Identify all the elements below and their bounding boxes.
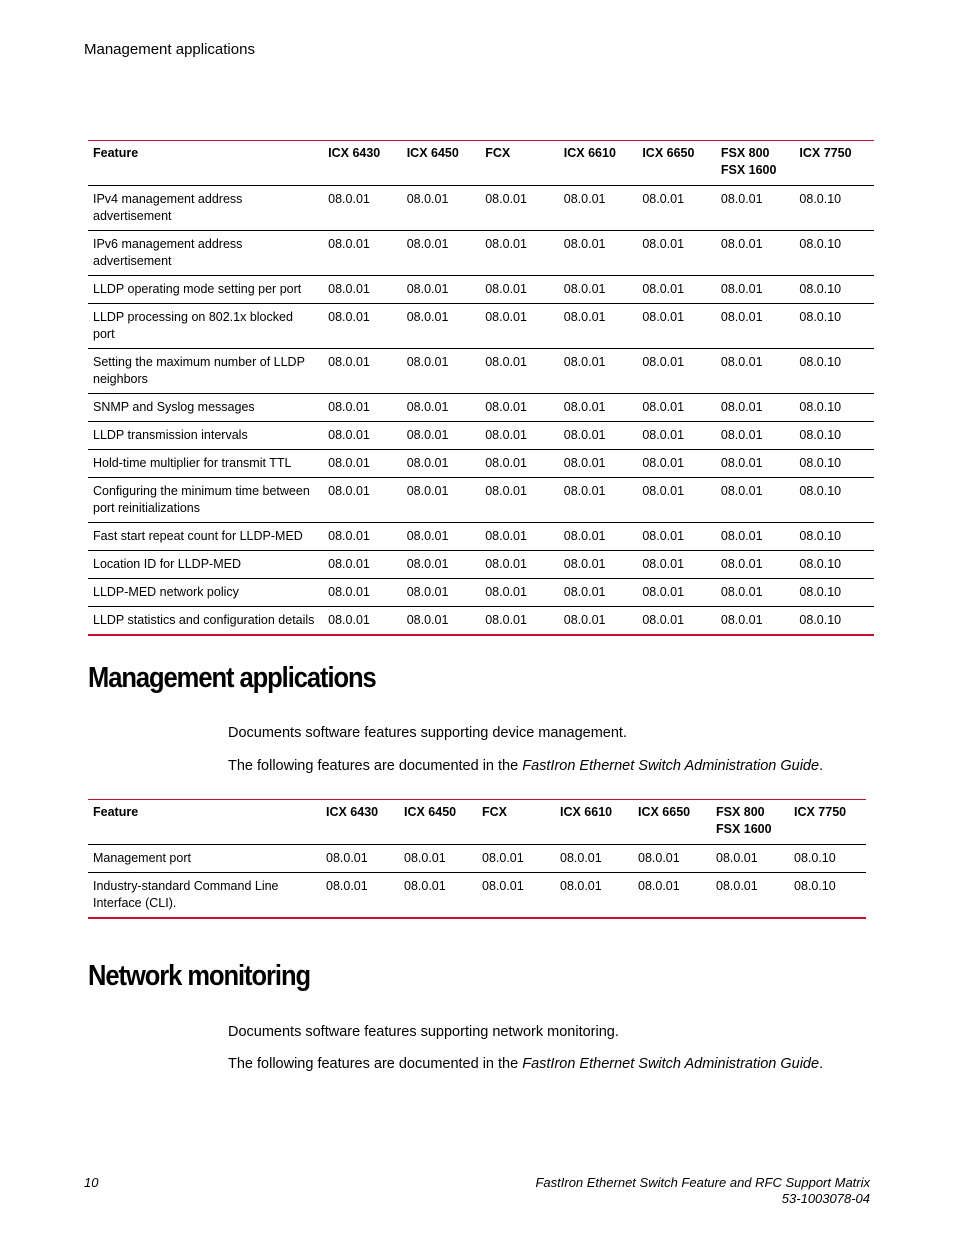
release-version-cell: 08.0.01: [716, 879, 758, 893]
release-version-cell: 08.0.01: [328, 557, 370, 571]
release-version-cell: 08.0.01: [482, 851, 524, 865]
column-header-platform: FCX: [477, 800, 555, 845]
release-version-cell: 08.0.01: [406, 428, 449, 442]
table-body: [88, 186, 874, 636]
table-row: [88, 845, 866, 873]
column-header-platform: ICX 6650: [637, 141, 716, 186]
release-version-cell: 08.0.01: [485, 456, 527, 470]
feature-name-cell: Fast start repeat count for LLDP-MED: [93, 529, 303, 543]
release-version-cell: 08.0.01: [720, 355, 763, 369]
release-version-cell: 08.0.01: [563, 237, 606, 251]
release-version-cell: 08.0.01: [642, 529, 685, 543]
table-row: [88, 450, 874, 478]
release-version-cell: 08.0.01: [406, 585, 449, 599]
release-version-cell: 08.0.01: [485, 428, 527, 442]
release-version-cell: 08.0.01: [485, 557, 527, 571]
release-version-cell: 08.0.01: [328, 310, 370, 324]
release-version-cell: 08.0.01: [328, 456, 370, 470]
release-version-cell: 08.0.01: [485, 484, 527, 498]
table-row: [88, 422, 874, 450]
table-row: [88, 478, 874, 523]
release-version-cell: 08.0.01: [563, 456, 606, 470]
doc-ref-suffix: .: [819, 758, 824, 774]
release-version-cell: 08.0.01: [560, 879, 602, 893]
release-version-cell: 08.0.01: [485, 613, 527, 627]
footer-doc-info: [535, 1175, 870, 1207]
doc-ref-title: FastIron Ethernet Switch Administration Guide: [522, 758, 820, 774]
feature-name-cell: Configuring the minimum time between port reinitializations: [93, 484, 310, 515]
release-version-cell: 08.0.01: [720, 428, 763, 442]
feature-name-cell: IPv4 management address advertisement: [93, 192, 243, 223]
release-version-cell: 08.0.01: [328, 484, 370, 498]
column-header-platform: ICX 6610: [555, 800, 633, 845]
release-version-cell: 08.0.01: [563, 428, 606, 442]
doc-ref-title: FastIron Ethernet Switch Administration Guide: [522, 1056, 820, 1072]
table-row: [88, 349, 874, 394]
column-header-platform: ICX 7750: [789, 800, 866, 845]
release-version-cell: 08.0.10: [794, 879, 836, 893]
release-version-cell: 08.0.01: [328, 282, 370, 296]
table-header-row: [88, 141, 874, 186]
release-version-cell: 08.0.01: [642, 585, 685, 599]
release-version-cell: 08.0.01: [642, 192, 685, 206]
release-version-cell: 08.0.01: [328, 400, 370, 414]
feature-support-table-management: [88, 799, 866, 919]
release-version-cell: 08.0.01: [563, 484, 606, 498]
release-version-cell: 08.0.01: [406, 557, 449, 571]
release-version-cell: 08.0.01: [638, 851, 680, 865]
column-header-feature: Feature: [88, 800, 321, 845]
footer-doc-title: FastIron Ethernet Switch Feature and RFC Support Matrix: [535, 1175, 870, 1190]
release-version-cell: 08.0.01: [642, 237, 685, 251]
section-title-management-applications: Management applications: [88, 662, 376, 694]
column-header-platform: ICX 6450: [399, 800, 477, 845]
release-version-cell: 08.0.01: [485, 585, 527, 599]
release-version-cell: 08.0.01: [720, 613, 763, 627]
table-row: [88, 186, 874, 231]
release-version-cell: 08.0.01: [720, 237, 763, 251]
feature-name-cell: LLDP operating mode setting per port: [93, 282, 302, 296]
feature-support-table-lldp: [88, 140, 874, 636]
table-body: [88, 845, 866, 919]
release-version-cell: 08.0.01: [328, 355, 370, 369]
release-version-cell: 08.0.10: [799, 456, 842, 470]
column-header-platform: ICX 7750: [794, 141, 874, 186]
release-version-cell: 08.0.01: [642, 456, 685, 470]
release-version-cell: 08.0.01: [720, 529, 763, 543]
release-version-cell: 08.0.01: [642, 557, 685, 571]
release-version-cell: 08.0.01: [328, 585, 370, 599]
release-version-cell: 08.0.01: [485, 529, 527, 543]
release-version-cell: 08.0.01: [642, 310, 685, 324]
release-version-cell: 08.0.01: [642, 355, 685, 369]
table-row: [88, 394, 874, 422]
feature-name-cell: Setting the maximum number of LLDP neighbors: [93, 355, 305, 386]
release-version-cell: 08.0.01: [406, 355, 449, 369]
release-version-cell: 08.0.01: [328, 237, 370, 251]
table-row: [88, 231, 874, 276]
release-version-cell: 08.0.01: [404, 879, 446, 893]
release-version-cell: 08.0.01: [720, 400, 763, 414]
release-version-cell: 08.0.01: [406, 237, 449, 251]
doc-reference: [228, 1056, 823, 1072]
release-version-cell: 08.0.10: [794, 851, 836, 865]
release-version-cell: 08.0.01: [328, 192, 370, 206]
release-version-cell: 08.0.10: [799, 282, 842, 296]
doc-ref-prefix: The following features are documented in the: [228, 758, 523, 774]
column-header-platform: FSX 800 FSX 1600: [716, 141, 795, 186]
release-version-cell: 08.0.01: [720, 192, 763, 206]
release-version-cell: 08.0.10: [799, 428, 842, 442]
column-header-platform: ICX 6430: [321, 800, 399, 845]
footer-doc-number: 53-1003078-04: [781, 1191, 870, 1206]
release-version-cell: 08.0.01: [485, 192, 527, 206]
feature-name-cell: LLDP processing on 802.1x blocked port: [93, 310, 293, 341]
release-version-cell: 08.0.01: [563, 355, 606, 369]
column-header-platform: FSX 800 FSX 1600: [711, 800, 789, 845]
release-version-cell: 08.0.01: [563, 400, 606, 414]
release-version-cell: 08.0.01: [482, 879, 524, 893]
release-version-cell: 08.0.01: [485, 282, 527, 296]
release-version-cell: 08.0.01: [328, 428, 370, 442]
release-version-cell: 08.0.01: [404, 851, 446, 865]
feature-name-cell: Industry-standard Command Line Interface (CLI).: [93, 879, 279, 910]
release-version-cell: 08.0.01: [406, 192, 449, 206]
release-version-cell: 08.0.01: [720, 282, 763, 296]
release-version-cell: 08.0.01: [326, 851, 368, 865]
release-version-cell: 08.0.01: [563, 282, 606, 296]
release-version-cell: 08.0.01: [406, 456, 449, 470]
release-version-cell: 08.0.01: [563, 557, 606, 571]
doc-ref-prefix: The following features are documented in the: [228, 1056, 523, 1072]
table-row: [88, 579, 874, 607]
release-version-cell: 08.0.01: [563, 192, 606, 206]
release-version-cell: 08.0.01: [720, 310, 763, 324]
column-header-platform: FCX: [480, 141, 559, 186]
feature-name-cell: Management port: [93, 851, 191, 865]
release-version-cell: 08.0.10: [799, 613, 842, 627]
release-version-cell: 08.0.01: [716, 851, 758, 865]
release-version-cell: 08.0.01: [485, 310, 527, 324]
release-version-cell: 08.0.10: [799, 484, 842, 498]
release-version-cell: 08.0.10: [799, 529, 842, 543]
section-title-network-monitoring: Network monitoring: [88, 960, 311, 992]
release-version-cell: 08.0.01: [563, 529, 606, 543]
release-version-cell: 08.0.01: [560, 851, 602, 865]
table-header-row: [88, 800, 866, 845]
release-version-cell: 08.0.01: [406, 310, 449, 324]
release-version-cell: 08.0.10: [799, 355, 842, 369]
release-version-cell: 08.0.01: [406, 613, 449, 627]
feature-name-cell: LLDP-MED network policy: [93, 585, 239, 599]
release-version-cell: 08.0.01: [720, 557, 763, 571]
feature-name-cell: Location ID for LLDP-MED: [93, 557, 241, 571]
column-header-platform: ICX 6610: [559, 141, 638, 186]
column-header-platform: ICX 6450: [402, 141, 481, 186]
release-version-cell: 08.0.01: [638, 879, 680, 893]
release-version-cell: 08.0.01: [563, 310, 606, 324]
feature-name-cell: IPv6 management address advertisement: [93, 237, 243, 268]
doc-ref-suffix: .: [819, 1056, 824, 1072]
feature-name-cell: LLDP transmission intervals: [93, 428, 248, 442]
release-version-cell: 08.0.10: [799, 400, 842, 414]
column-header-platform: ICX 6650: [633, 800, 711, 845]
release-version-cell: 08.0.01: [326, 879, 368, 893]
release-version-cell: 08.0.01: [642, 282, 685, 296]
release-version-cell: 08.0.10: [799, 192, 842, 206]
release-version-cell: 08.0.10: [799, 557, 842, 571]
running-header: Management applications: [84, 41, 255, 58]
release-version-cell: 08.0.01: [720, 484, 763, 498]
release-version-cell: 08.0.01: [642, 613, 685, 627]
release-version-cell: 08.0.01: [642, 484, 685, 498]
release-version-cell: 08.0.01: [328, 613, 370, 627]
release-version-cell: 08.0.01: [563, 585, 606, 599]
release-version-cell: 08.0.01: [642, 428, 685, 442]
release-version-cell: 08.0.01: [485, 400, 527, 414]
table-row: [88, 304, 874, 349]
table-row: [88, 873, 866, 919]
table-row: [88, 607, 874, 636]
release-version-cell: 08.0.10: [799, 237, 842, 251]
feature-name-cell: Hold-time multiplier for transmit TTL: [93, 456, 292, 470]
release-version-cell: 08.0.01: [406, 529, 449, 543]
release-version-cell: 08.0.01: [328, 529, 370, 543]
section-intro: Documents software features supporting network monitoring.: [228, 1024, 619, 1040]
section-intro: Documents software features supporting device management.: [228, 725, 627, 741]
table-row: [88, 523, 874, 551]
release-version-cell: 08.0.01: [406, 400, 449, 414]
doc-reference: [228, 758, 823, 774]
release-version-cell: 08.0.01: [720, 456, 763, 470]
column-header-feature: Feature: [88, 141, 323, 186]
feature-name-cell: SNMP and Syslog messages: [93, 400, 255, 414]
release-version-cell: 08.0.01: [485, 237, 527, 251]
release-version-cell: 08.0.01: [406, 282, 449, 296]
page-number: 10: [84, 1175, 99, 1190]
release-version-cell: 08.0.10: [799, 585, 842, 599]
feature-name-cell: LLDP statistics and configuration details: [93, 613, 315, 627]
release-version-cell: 08.0.01: [642, 400, 685, 414]
table-row: [88, 276, 874, 304]
release-version-cell: 08.0.01: [406, 484, 449, 498]
release-version-cell: 08.0.01: [563, 613, 606, 627]
release-version-cell: 08.0.01: [720, 585, 763, 599]
column-header-platform: ICX 6430: [323, 141, 402, 186]
table-row: [88, 551, 874, 579]
release-version-cell: 08.0.01: [485, 355, 527, 369]
release-version-cell: 08.0.10: [799, 310, 842, 324]
